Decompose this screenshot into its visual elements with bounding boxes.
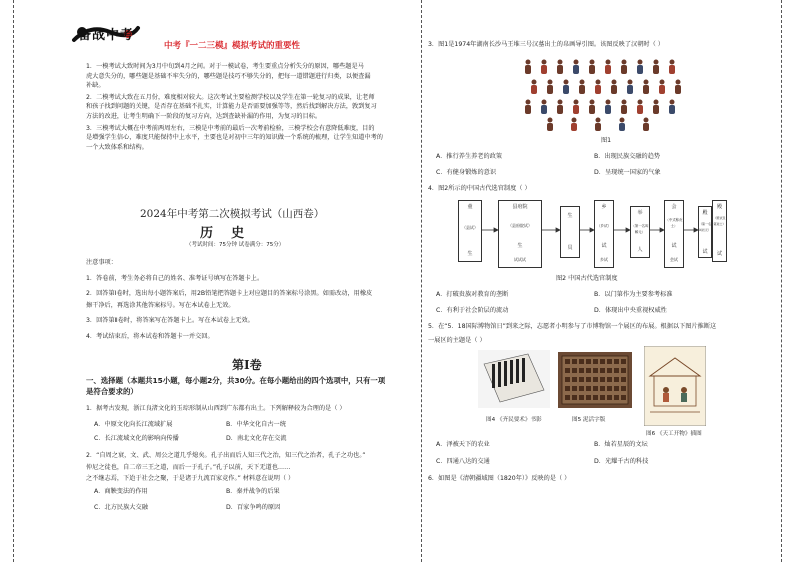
logo: [70, 18, 142, 50]
q3-option-b: B．出现民族交融的趋势: [594, 153, 661, 160]
notice-item: 擦干净后，再选涂其他答案标号。写在本试卷上无效。: [86, 301, 235, 309]
intro-line: 1．一模考试大致时间为3月中旬到4月之间。对于一模试卷，考生要重点分析失分的原因，哪些题是马: [86, 63, 364, 70]
flow-label: （中式称贡士）: [665, 218, 683, 228]
q4-option-c: C．有利于社会阶层的流动: [436, 307, 509, 314]
figure-1-daoyin-image: [520, 56, 688, 132]
flow-label: （第一名叫解元）: [631, 224, 649, 234]
part-title: 第Ⅰ卷: [232, 358, 262, 372]
flow-label: 试: [702, 249, 708, 255]
flow-label: （县府院试）: [508, 223, 532, 228]
q1-option-c: C．长江流域文化的影响向传播: [94, 435, 179, 442]
figure-6-tiangong-illustration: [644, 346, 706, 426]
figure-2-caption: 图2 中国古代选官制度: [556, 275, 618, 282]
right-margin-line: [781, 0, 782, 562]
intro-line: 虎大意失分的，哪些题是基础不牢失分的，哪些题是技巧不够失分的，把每一道错题进行归类，以便查漏: [86, 72, 371, 80]
flow-label: 生: [517, 243, 523, 249]
flow-label: 人: [637, 247, 643, 253]
notice-item: 4．考试结束后，将本试卷和答题卡一并交回。: [86, 332, 214, 340]
flow-label: 生: [567, 213, 573, 219]
notice-block: [86, 258, 372, 342]
flow-label: 试: [601, 243, 607, 249]
flow-label: （第一名叫状元）: [699, 222, 712, 232]
question-1: [86, 404, 346, 442]
q2-stem-line: 仲尼之徒也，自二帝三王之道，而后一于孔子。”孔子以前，天下无道也……: [86, 463, 291, 471]
intro-line: 3．三模考试大概在中考前两周左右，三模是中考前的最后一次考前检验，三模学校会有意降低难度，目的: [86, 124, 375, 132]
section-title-line: 一、选择题（本题共15小题，每小题2分，共30分。在每小题给出的四个选项中，只有一项: [86, 376, 386, 385]
q1-option-d: D．南北文化存在交流: [226, 435, 287, 442]
figure-5-movable-type-image: [558, 352, 632, 408]
flow-label: （殿试及第进士）: [713, 216, 726, 226]
q6-stem: 6．如图是《清朝疆域图（1820年）》反映的是（ ）: [428, 475, 571, 482]
subject-title: 历 史: [200, 226, 245, 241]
flow-label: 会: [671, 204, 677, 210]
q1-stem: 1．据考古发现，浙江良渚文化的玉琮形制从山西到广东都有出土。下列解释较为合理的是（ ）: [86, 405, 346, 412]
notice-item: 1．答卷前，考生务必将自己的姓名、准考证号填写在答题卡上。: [86, 274, 264, 282]
q5-stem-line: 5．在“5．18国际博物馆日”到来之际，志愿者小明参与了市博物馆一个展区的布展。根据以下图片推断这: [428, 323, 717, 330]
flow-label: 试试试: [514, 257, 526, 262]
flow-label: 员: [567, 245, 573, 251]
q5-option-a: A．泽被天下的农业: [436, 441, 490, 448]
q3-option-a: A．推行养生养老的政策: [436, 153, 503, 160]
exam-info: （考试时间：75分钟 试卷满分：75分）: [186, 242, 285, 248]
q1-option-b: B．中华文化自古一统: [226, 421, 286, 428]
notice-item: 3．回答第Ⅱ卷时，将答案写在答题卡上。写在本试卷上无效。: [86, 317, 254, 325]
section-title: [86, 375, 385, 397]
intro-line: 补缺。: [86, 82, 105, 90]
flow-box-xiangshi: [594, 200, 614, 268]
q4-option-d: D．体现出中央重视权威性: [594, 307, 667, 314]
question-2: [86, 451, 366, 511]
section-title-line: 是符合要求的）: [86, 387, 138, 396]
q5-option-c: C．四通八达的交通: [436, 458, 490, 465]
flow-label: 童: [467, 204, 473, 210]
intro-line: 一个大致体系和结构。: [86, 143, 148, 151]
q2-stem-line: 之不继志焉，下迨于社会之聚，于是诸于九流百家竞作。” 材料意在说明（ ）: [86, 475, 295, 483]
q5-option-d: D．光耀千古的科技: [594, 458, 649, 465]
figure-2-exam-flowchart: [456, 200, 726, 268]
q2-stem-line: 2．“自周之衰，文、武、周公之道几乎熄矣。孔子出而后人知三代之治，知三代之治者，孔子之功也。”: [86, 452, 366, 459]
intro-line: 方法的改进，让考生明确下一阶段的复习方向，达到查缺补漏的作用，为复习的目标。: [86, 112, 322, 120]
flow-label: 殿: [716, 204, 722, 210]
q1-option-a: A．中原文化向长江流域扩展: [94, 421, 173, 428]
intro-line: 和孩子找到问题的关键，是否存在基础不扎实，计算能力是否需要加强等等，然后找到解决方法，敦到复习: [86, 103, 377, 111]
notice-title: 注意事项：: [86, 259, 117, 266]
header-title: 中考『一二三模』模拟考试的重要性: [164, 41, 301, 51]
flow-label: 乡: [601, 204, 607, 210]
flow-box-shengyuan: [560, 206, 580, 258]
flow-box-tongsheng: [458, 200, 482, 262]
notice-item: 2．回答第Ⅰ卷时，选出每小题答案后，用2B铅笔把答题卡上对应题目的答案标号涂黑。如需改动，用橡皮: [86, 290, 373, 298]
exam-title: 2024年中考第二次模拟考试（山西卷）: [140, 208, 325, 220]
left-margin-line: [13, 0, 14, 562]
flow-label: （乡试）: [596, 224, 612, 228]
flowchart-arrows: [456, 200, 726, 268]
column-divider: [421, 0, 422, 562]
flow-box-juren: [630, 206, 650, 258]
figure-5-caption: 图5 泥活字版: [572, 417, 606, 423]
figure-4-book-image: [478, 350, 550, 408]
flow-label: （县试）: [462, 225, 478, 230]
flow-box-dianshi-1: [698, 206, 712, 258]
logo-text: 备战中考: [78, 28, 135, 43]
q2-option-d: D．百家争鸣的原因: [226, 504, 281, 511]
intro-line: 是增强学生信心，难度只能保持中上水平，主要也是对初中三年的知识做一个系统的梳理，让学生知道中考的: [86, 134, 383, 142]
flow-box-xianfu: [498, 200, 542, 268]
q3-stem: 3．图1是1974年湖南长沙马王堆三号汉墓出土的帛画导引图。该图反映了汉朝时（ ）: [428, 41, 664, 48]
intro-block: [86, 62, 383, 152]
flow-label: 生: [467, 251, 473, 257]
flow-box-dianshi-2: [712, 200, 727, 262]
q4-stem: 4．图2所示的中国古代选官制度（ ）: [428, 185, 531, 192]
flow-box-huishi: [664, 200, 684, 268]
q2-option-b: B．秦并战争的后果: [226, 488, 280, 495]
q4-option-a: A．打破贵族对教育的垄断: [436, 291, 509, 298]
q2-option-a: A．商鞅变法的作用: [94, 488, 148, 495]
q5-stem-line: 一展区的主题是（ ）: [428, 337, 486, 344]
flow-label: 县府院: [512, 204, 528, 210]
flow-label: 乡试: [600, 257, 608, 262]
flow-label: 会试: [670, 257, 678, 262]
flow-label: 殿: [702, 210, 708, 216]
figure-4-caption: 图4 《齐民要术》书影: [486, 417, 542, 423]
q2-option-c: C．北方民族大交融: [94, 504, 148, 511]
figure-1-caption: 图1: [601, 137, 612, 144]
q5-option-b: B．灿若星辰的文坛: [594, 441, 648, 448]
q3-option-d: D．呈现统一国家的气象: [594, 169, 661, 176]
flow-label: 举: [637, 210, 643, 216]
intro-line: 2．二模考试大致在五月份，难度相对较大。这次考试主要检测学校以及学生在第一轮复习的成果，让老师: [86, 93, 375, 101]
figure-6-caption: 图6 《天工开物》插图: [646, 431, 702, 437]
q4-option-b: B．以门第作为主要参考标准: [594, 291, 673, 298]
flow-label: 试: [671, 243, 677, 249]
flow-label: 试: [716, 251, 722, 257]
q3-option-c: C．有健身锻炼的意识: [436, 169, 497, 176]
